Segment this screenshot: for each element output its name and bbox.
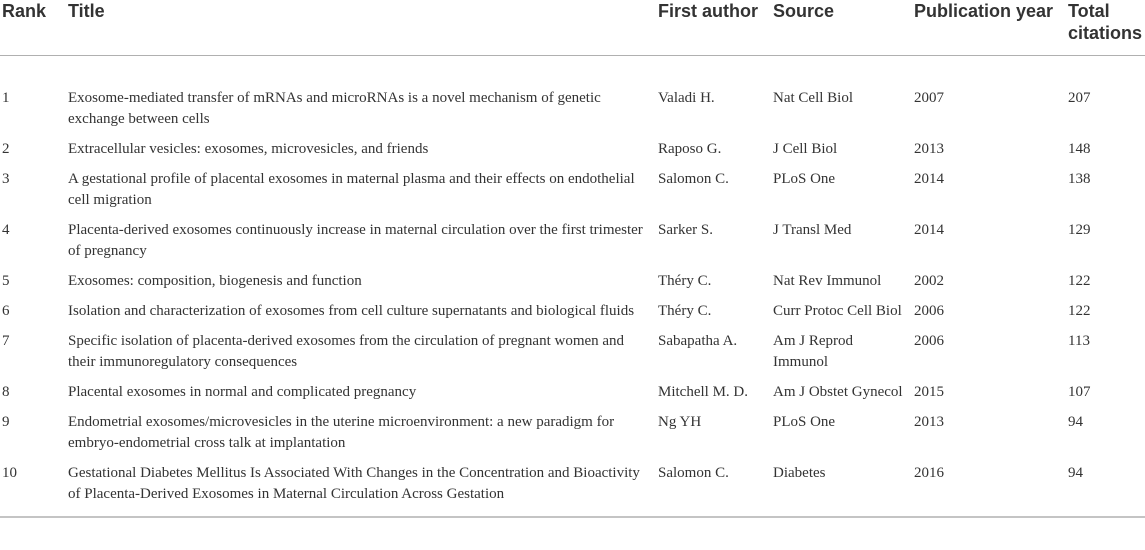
cell-first-author: Théry C.: [658, 303, 712, 319]
table-row: [0, 56, 1145, 132]
cell-title: Endometrial exosomes/microvesicles in the uterine microenvironment: a new paradigm for embryo-endometrial cross talk at implantation: [68, 414, 615, 451]
cell-citations: 113: [1068, 333, 1090, 349]
table-row: [0, 161, 1145, 212]
header-total-citations: Total citations: [1068, 0, 1145, 56]
header-row: [0, 0, 1145, 56]
cell-source: Am J Obstet Gynecol: [773, 384, 903, 400]
cell-source: Nat Cell Biol: [773, 90, 853, 106]
cell-rank: 4: [2, 222, 10, 238]
cell-title: Placenta-derived exosomes continuously increase in maternal circulation over the first trimester of pregnancy: [68, 222, 643, 259]
cell-citations: 148: [1068, 141, 1091, 157]
cell-rank: 7: [2, 333, 10, 349]
cell-first-author: Sarker S.: [658, 222, 713, 238]
cell-rank: 6: [2, 303, 10, 319]
table-row: [0, 404, 1145, 455]
table-row: [0, 263, 1145, 293]
cell-source: J Transl Med: [773, 222, 852, 238]
cell-citations: 138: [1068, 171, 1091, 187]
cell-year: 2014: [914, 222, 944, 238]
cell-title: Specific isolation of placenta-derived exosomes from the circulation of pregnant women and their immunoregulatory consequences: [68, 333, 625, 370]
cell-rank: 2: [2, 141, 10, 157]
table-row: [0, 455, 1145, 517]
cell-first-author: Salomon C.: [658, 171, 729, 187]
cell-year: 2016: [914, 455, 1068, 517]
cell-title: Gestational Diabetes Mellitus Is Associated With Changes in the Concentration and Bioactivity of Placenta-Derived Exosomes in Maternal Circulation Across Gestation: [68, 455, 658, 517]
cell-year: 2013: [914, 141, 944, 157]
table-row: [0, 131, 1145, 161]
table-row: [0, 374, 1145, 404]
cell-source: Curr Protoc Cell Biol: [773, 303, 902, 319]
cell-year: 2007: [914, 90, 944, 106]
cell-title: A gestational profile of placental exosomes in maternal plasma and their effects on endothelial cell migration: [68, 171, 635, 208]
table-row: [0, 293, 1145, 323]
header-title: Title: [68, 0, 658, 56]
cell-citations: 129: [1068, 222, 1091, 238]
cell-citations: 122: [1068, 303, 1091, 319]
cell-source: Diabetes: [773, 455, 914, 517]
table-row: [0, 212, 1145, 263]
table-header: [0, 0, 1145, 56]
cell-first-author: Salomon C.: [658, 455, 773, 517]
cell-rank: 1: [2, 90, 10, 106]
cell-rank: 10: [0, 455, 68, 517]
cell-year: 2006: [914, 303, 944, 319]
cell-first-author: Mitchell M. D.: [658, 384, 748, 400]
cell-title: Extracellular vesicles: exosomes, microvesicles, and friends: [68, 141, 429, 157]
cell-source: Nat Rev Immunol: [773, 273, 882, 289]
cell-first-author: Ng YH: [658, 414, 702, 430]
cell-rank: 3: [2, 171, 10, 187]
cell-citations: 94: [1068, 455, 1145, 517]
cell-citations: 94: [1068, 414, 1083, 430]
cell-citations: 107: [1068, 384, 1091, 400]
cell-year: 2013: [914, 414, 944, 430]
cell-source: PLoS One: [773, 171, 836, 187]
cell-rank: 5: [2, 273, 10, 289]
header-rank: Rank: [0, 0, 68, 56]
cell-year: 2002: [914, 273, 944, 289]
cell-source: PLoS One: [773, 414, 836, 430]
cell-year: 2006: [914, 333, 944, 349]
cell-title: Isolation and characterization of exosomes from cell culture supernatants and biological fluids: [68, 303, 635, 319]
cell-first-author: Valadi H.: [658, 90, 715, 106]
header-publication-year: Publication year: [914, 0, 1068, 56]
cell-title: Exosomes: composition, biogenesis and function: [68, 273, 362, 289]
cell-first-author: Théry C.: [658, 273, 712, 289]
cell-citations: 122: [1068, 273, 1091, 289]
cell-year: 2014: [914, 171, 944, 187]
table-row: [0, 323, 1145, 374]
cell-rank: 8: [2, 384, 10, 400]
header-source: Source: [773, 0, 914, 56]
header-first-author: First author: [658, 0, 773, 56]
cell-first-author: Sabapatha A.: [658, 333, 738, 349]
cell-citations: 207: [1068, 90, 1091, 106]
cell-rank: 9: [2, 414, 10, 430]
cell-first-author: Raposo G.: [658, 141, 722, 157]
cell-source: Am J Reprod Immunol: [773, 333, 853, 370]
table-body: [0, 56, 1145, 518]
cell-source: J Cell Biol: [773, 141, 838, 157]
cell-title: Placental exosomes in normal and complicated pregnancy: [68, 384, 417, 400]
cell-title: Exosome-mediated transfer of mRNAs and microRNAs is a novel mechanism of genetic exchange between cells: [68, 90, 601, 127]
cell-year: 2015: [914, 384, 944, 400]
